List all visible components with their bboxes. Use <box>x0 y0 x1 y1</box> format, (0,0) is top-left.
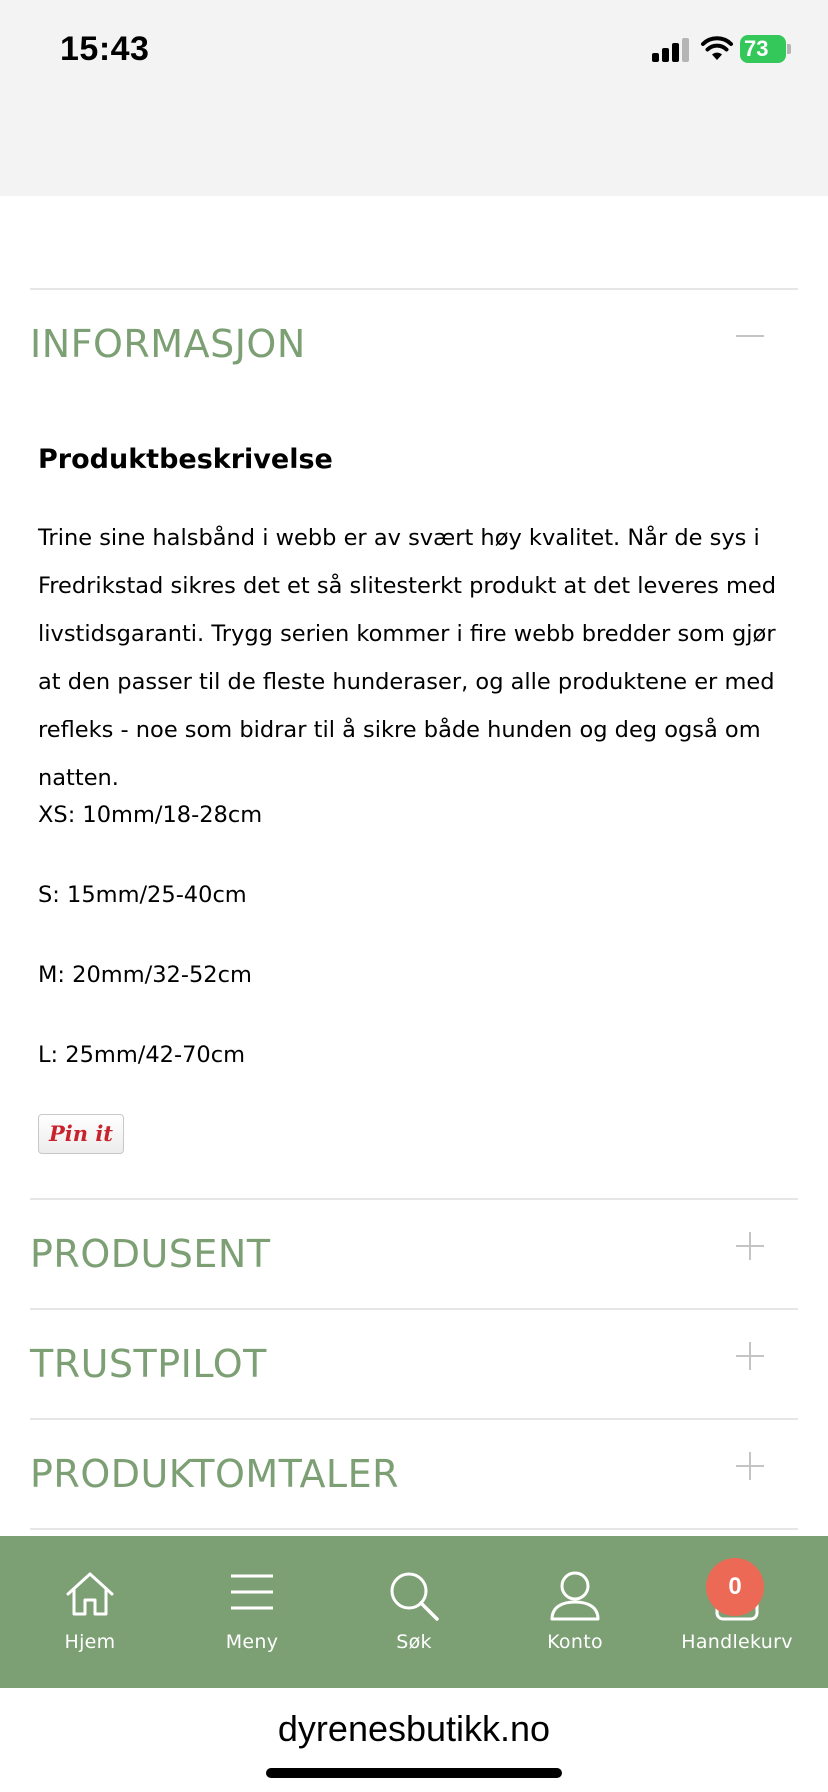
divider <box>30 1528 798 1530</box>
expand-icon[interactable] <box>736 1232 764 1260</box>
nav-account[interactable] <box>505 1536 645 1688</box>
section-title-trustpilot[interactable]: TRUSTPILOT <box>30 1342 267 1386</box>
size-m: M: 20mm/32-52cm <box>38 962 252 988</box>
pin-it-button[interactable]: Pin it <box>38 1114 124 1154</box>
size-l: L: 25mm/42-70cm <box>38 1042 245 1068</box>
section-title-informasjon[interactable]: INFORMASJON <box>30 322 306 366</box>
description-heading: Produktbeskrivelse <box>38 444 333 475</box>
collapse-icon[interactable] <box>736 322 764 350</box>
nav-home-label: Hjem <box>64 1631 116 1653</box>
cart-count-badge[interactable]: 0 <box>706 1558 764 1616</box>
size-s: S: 15mm/25-40cm <box>38 882 247 908</box>
battery-level: 73 <box>740 35 786 63</box>
url-text[interactable]: dyrenesbutikk.no <box>277 1708 551 1749</box>
expand-icon[interactable] <box>736 1452 764 1480</box>
divider <box>30 288 798 290</box>
nav-menu[interactable] <box>182 1536 322 1688</box>
battery-icon <box>740 35 790 63</box>
home-indicator[interactable] <box>266 1768 562 1778</box>
nav-cart-label: Handlekurv <box>681 1631 793 1653</box>
home-icon <box>64 1570 116 1618</box>
search-icon <box>388 1570 440 1622</box>
account-icon <box>549 1570 601 1622</box>
divider <box>30 1308 798 1310</box>
cellular-signal-icon <box>652 38 690 62</box>
nav-menu-label: Meny <box>225 1631 279 1653</box>
divider <box>30 1198 798 1200</box>
status-time: 15:43 <box>60 30 150 68</box>
wifi-icon <box>700 34 734 62</box>
nav-search-label: Søk <box>396 1631 432 1653</box>
nav-home[interactable] <box>20 1536 160 1688</box>
nav-account-label: Konto <box>547 1631 603 1653</box>
nav-search[interactable] <box>344 1536 484 1688</box>
size-xs: XS: 10mm/18-28cm <box>38 802 263 828</box>
divider <box>30 1418 798 1420</box>
status-bar <box>0 0 828 196</box>
bottom-nav <box>0 1536 828 1688</box>
browser-address-bar[interactable] <box>0 1688 828 1792</box>
section-title-produsent[interactable]: PRODUSENT <box>30 1232 271 1276</box>
expand-icon[interactable] <box>736 1342 764 1370</box>
description-text: Trine sine halsbånd i webb er av svært høy kvalitet. Når de sys i Fredrikstad sikres det et så slitesterkt produkt at det leveres med livstidsgaranti. Trygg serien kommer i fire webb bredder som gjør at den passer til de fleste hunderaser, og alle produktene er med refleks - noe som bidrar til å sikre både hunden og deg også om natten. <box>38 525 777 791</box>
section-title-produktomtaler[interactable]: PRODUKTOMTALER <box>30 1452 400 1496</box>
menu-icon <box>229 1570 275 1614</box>
